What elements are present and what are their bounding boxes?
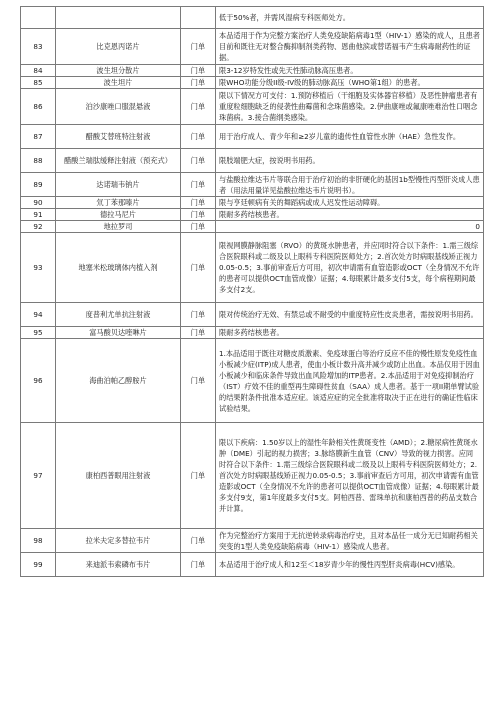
drug-name-cell: 氘丁苯那嗪片 bbox=[56, 197, 181, 209]
drug-name-cell: 醋酸兰瑞肽缓释注射液（预充式） bbox=[56, 149, 181, 173]
category-cell: 门单 bbox=[181, 339, 216, 423]
description-cell: 用于治疗成人、青少年和≥2岁儿童的遗传性血管性水肿（HAE）急性发作。 bbox=[216, 125, 484, 149]
table-row bbox=[21, 173, 484, 197]
table-row bbox=[21, 529, 484, 553]
description-cell: 低于50%者，并需风湿病专科医师处方。 bbox=[216, 7, 484, 29]
table-row bbox=[21, 553, 484, 577]
table-row bbox=[21, 125, 484, 149]
row-number-cell: 90 bbox=[21, 197, 56, 209]
table-row bbox=[21, 197, 484, 209]
category-cell: 门单 bbox=[181, 173, 216, 197]
row-number-cell: 95 bbox=[21, 327, 56, 339]
drug-name-cell: 来迪派韦索磷布韦片 bbox=[56, 553, 181, 577]
drug-name-cell: 康柏西普眼用注射液 bbox=[56, 423, 181, 529]
row-number-cell: 86 bbox=[21, 89, 56, 125]
drug-name-cell: 度普利尤单抗注射液 bbox=[56, 303, 181, 327]
table-row bbox=[21, 209, 484, 221]
table-row bbox=[21, 89, 484, 125]
table-row bbox=[21, 7, 484, 29]
drug-name-cell: 达诺瑞韦钠片 bbox=[56, 173, 181, 197]
table-row bbox=[21, 233, 484, 303]
description-cell: 限3-12岁特发性或先天性肺动脉高压患者。 bbox=[216, 65, 484, 77]
drug-name-cell: 富马酸贝达喹啉片 bbox=[56, 327, 181, 339]
row-number-cell: 99 bbox=[21, 553, 56, 577]
category-cell: 门单 bbox=[181, 529, 216, 553]
category-cell: 门单 bbox=[181, 423, 216, 529]
drug-name-cell: 拉米夫定多替拉韦片 bbox=[56, 529, 181, 553]
table-row bbox=[21, 65, 484, 77]
description-cell: 限与亨廷顿病有关的舞蹈病或成人迟发性运动障碍。 bbox=[216, 197, 484, 209]
description-cell: 作为完整治疗方案用于无抗逆转录病毒治疗史，且对本品任一成分无已知耐药相关突变的1型人类免疫缺陷病毒（HIV-1）感染成人患者。 bbox=[216, 529, 484, 553]
drug-name-cell: 波生坦片 bbox=[56, 77, 181, 89]
row-number-cell: 94 bbox=[21, 303, 56, 327]
drug-name-cell: 德拉马尼片 bbox=[56, 209, 181, 221]
description-cell: 与盐酸拉维达韦片等联合用于治疗初治的非肝硬化的基因1b型慢性丙型肝炎成人患者（用法用量详见盐酸拉维达韦片说明书）。 bbox=[216, 173, 484, 197]
category-cell: 门单 bbox=[181, 209, 216, 221]
drug-name-cell: 海曲泊帕乙醇胺片 bbox=[56, 339, 181, 423]
table-row bbox=[21, 221, 484, 233]
row-number-cell: 93 bbox=[21, 233, 56, 303]
category-cell: 门单 bbox=[181, 553, 216, 577]
table-row bbox=[21, 327, 484, 339]
category-cell: 门单 bbox=[181, 125, 216, 149]
table-row bbox=[21, 29, 484, 65]
category-cell: 门单 bbox=[181, 303, 216, 327]
description-cell: 本品适用于作为完整方案治疗人类免疫缺陷病毒1型（HIV-1）感染的成人，且患者目前和既往无对整合酶抑制剂类药物、恩曲他滨或替诺福韦产生病毒耐药性的证据。 bbox=[216, 29, 484, 65]
category-cell: 门单 bbox=[181, 327, 216, 339]
category-cell: 门单 bbox=[181, 65, 216, 77]
category-cell: 门单 bbox=[181, 149, 216, 173]
table-row bbox=[21, 149, 484, 173]
category-cell: 门单 bbox=[181, 89, 216, 125]
description-cell: 限耐多药结核患者。 bbox=[216, 327, 484, 339]
description-cell: 限视网膜静脉阻塞（RVO）的黄斑水肿患者，并应同时符合以下条件：1.需三级综合医院眼科或二级及以上眼科专科医院医师处方；2.首次处方时病眼基线矫正视力0.05-0.5；3.事前审查后方可用，初次申请需有血管造影或OCT（全身情况不允许的患者可以提供OCT血管成像）证据；4.每眼累计最多支付5支，每个病程期间最多支付2支。 bbox=[216, 233, 484, 303]
category-cell bbox=[181, 7, 216, 29]
drug-name-cell: 比克恩丙诺片 bbox=[56, 29, 181, 65]
row-number-cell: 89 bbox=[21, 173, 56, 197]
row-number-cell bbox=[21, 7, 56, 29]
description-cell: 本品适用于治疗成人和12至＜18岁青少年的慢性丙型肝炎病毒(HCV)感染。 bbox=[216, 553, 484, 577]
description-cell: 限以下疾病：1.50岁以上的湿性年龄相关性黄斑变性（AMD）；2.糖尿病性黄斑水肿（DME）引起的视力损害；3.脉络膜新生血管（CNV）导致的视力损害。应同时符合以下条件：1.需三级综合医院眼科或二级及以上眼科专科医院医师处方；2.首次处方时病眼基线矫正视力0.05-0.5；3.事前审查后方可用，初次申请需有血管造影或OCT（全身情况不允许的患者可以提供OCT血管成像）证据；4.每眼累计最多支付9支，第1年度最多支付5支。阿柏西普、雷珠单抗和康柏西普的药品支数合并计算。 bbox=[216, 423, 484, 529]
row-number-cell: 97 bbox=[21, 423, 56, 529]
table-row bbox=[21, 77, 484, 89]
description-cell: 0 bbox=[216, 221, 484, 233]
drug-name-cell: 泊沙康唑口服混悬液 bbox=[56, 89, 181, 125]
table-row bbox=[21, 423, 484, 529]
category-cell: 门单 bbox=[181, 197, 216, 209]
drug-name-cell: 地塞米松玻璃体内植入剂 bbox=[56, 233, 181, 303]
description-cell: 限WHO功能分级II级-IV级的肺动脉高压（WHO第1组）的患者。 bbox=[216, 77, 484, 89]
category-cell: 门单 bbox=[181, 29, 216, 65]
category-cell: 门单 bbox=[181, 77, 216, 89]
category-cell: 门单 bbox=[181, 221, 216, 233]
drug-list-table bbox=[20, 6, 484, 577]
row-number-cell: 91 bbox=[21, 209, 56, 221]
drug-name-cell: 地拉罗司 bbox=[56, 221, 181, 233]
drug-name-cell: 醋酸艾替班特注射液 bbox=[56, 125, 181, 149]
category-cell: 门单 bbox=[181, 233, 216, 303]
description-cell: 限肢端肥大症，按说明书用药。 bbox=[216, 149, 484, 173]
row-number-cell: 96 bbox=[21, 339, 56, 423]
drug-name-cell bbox=[56, 7, 181, 29]
row-number-cell: 87 bbox=[21, 125, 56, 149]
description-cell: 1.本品适用于既往对糖皮质激素、免疫球蛋白等治疗反应不佳的慢性原发免疫性血小板减少症(ITP)成人患者，使血小板计数升高并减少或防止出血。本品仅用于因血小板减少和临床条件导致出血风险增加的ITP患者。2.本品适用于对免疫抑制治疗（IST）疗效不佳的重型再生障碍性贫血（SAA）成人患者。基于一项II期单臂试验的结果附条件批准本适应症。该适应症的完全批准将取决于正在进行的确证性临床试验结果。 bbox=[216, 339, 484, 423]
row-number-cell: 88 bbox=[21, 149, 56, 173]
drug-name-cell: 波生坦分散片 bbox=[56, 65, 181, 77]
row-number-cell: 98 bbox=[21, 529, 56, 553]
table-row bbox=[21, 339, 484, 423]
description-cell: 限耐多药结核患者。 bbox=[216, 209, 484, 221]
description-cell: 限对传统治疗无效、有禁忌或不耐受的中重度特应性皮炎患者，需按说明书用药。 bbox=[216, 303, 484, 327]
row-number-cell: 84 bbox=[21, 65, 56, 77]
row-number-cell: 83 bbox=[21, 29, 56, 65]
table-body bbox=[21, 7, 484, 577]
row-number-cell: 92 bbox=[21, 221, 56, 233]
row-number-cell: 85 bbox=[21, 77, 56, 89]
description-cell: 限以下情况方可支付：1.预防移植后（干细胞及实体器官移植）及恶性肿瘤患者有重度粒细胞缺乏的侵袭性曲霉菌和念珠菌感染。2.伊曲康唑或氟康唑难治性口咽念珠菌病。3.接合菌纲类感染。 bbox=[216, 89, 484, 125]
table-row bbox=[21, 303, 484, 327]
